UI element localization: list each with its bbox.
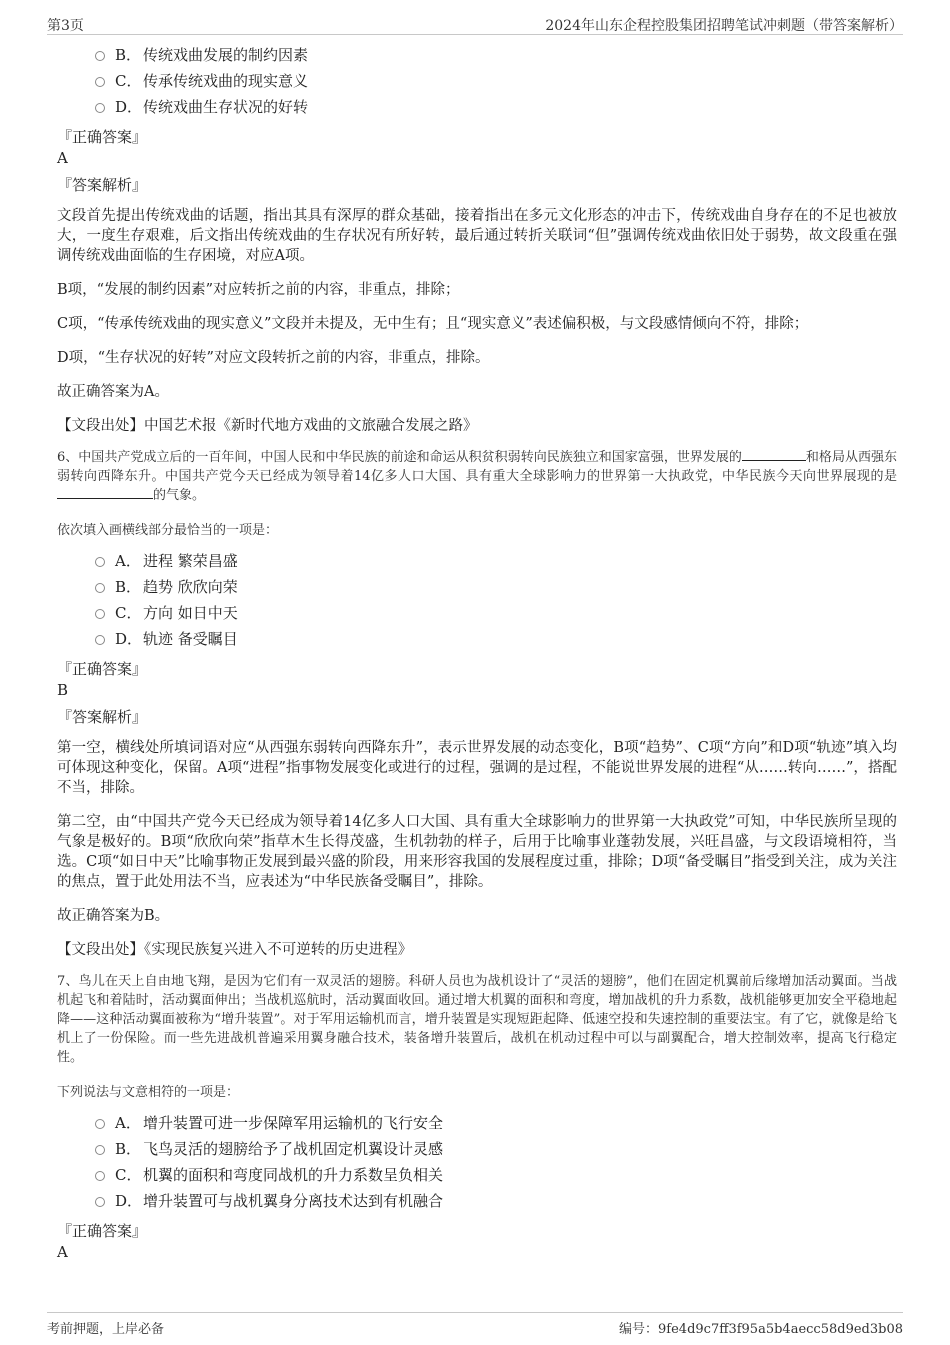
q6-analysis-paragraph: 第一空，横线处所填词语对应“从西强东弱转向西降东升”，表示世界发展的动态变化，B项“趋势”、C项“方向”和D项“轨迹”填入均可体现这种变化，保留。A项“进程”指事物发展变化或进行的过程，强调的是过程，不能说世界发展的进程“从……转向……”，搭配不当，排除。 (57, 740, 897, 796)
radio-icon[interactable] (95, 77, 105, 87)
q7-options (57, 1110, 897, 1214)
radio-icon[interactable] (95, 1119, 105, 1129)
q7-answer-label: 『正确答案』 (57, 1222, 148, 1240)
q5-analysis-paragraph: D项，“生存状况的好转”对应文段转折之前的内容，非重点，排除。 (57, 350, 490, 366)
q5-source: 【文段出处】中国艺术报《新时代地方戏曲的文旅融合发展之路》 (57, 418, 478, 434)
radio-icon[interactable] (95, 103, 105, 113)
q5-analysis-paragraph: 故正确答案为A。 (57, 384, 169, 400)
fill-blank (57, 486, 153, 499)
q5-analysis-paragraph: C项，“传承传统戏曲的现实意义”文段并未提及，无中生有；且“现实意义”表述偏积极，与文段感情倾向不符，排除； (57, 316, 809, 332)
page-number: 第3页 (47, 18, 84, 34)
q6-answer-label: 『正确答案』 (57, 660, 148, 678)
q6-analysis-label: 『答案解析』 (57, 708, 148, 726)
q5-option-b[interactable]: B． 传统戏曲发展的制约因素 (57, 42, 897, 68)
q7-prompt: 下列说法与文意相符的一项是： (57, 1085, 240, 1100)
footer-slogan: 考前押题，上岸必备 (47, 1322, 165, 1337)
q5-option-d[interactable]: D．传统戏曲生存状况的好转 (57, 94, 897, 120)
q6-option-a[interactable]: A． 进程 繁荣昌盛 (57, 548, 897, 574)
page-header (47, 10, 903, 35)
q5-options (57, 42, 897, 120)
page-footer (47, 1312, 903, 1339)
q6-analysis-paragraph: 第二空，由“中国共产党今天已经成为领导着14亿多人口大国、具有重大全球影响力的世界第一大执政党”可知，中华民族所呈现的气象是极好的。B项“欣欣向荣”指草木生长得茂盛，生机勃勃的样子，后用于比喻事业蓬勃发展，兴旺昌盛，与文段语境相符，当选。C项“如日中天”比喻事物正发展到最兴盛的阶段，用来形容我国的发展程度过重，排除；D项“备受瞩目”指受到关注，成为关注的焦点，置于此处用法不当，应表述为“中华民族备受瞩目”，排除。 (57, 814, 897, 890)
document-code: 编号：9fe4d9c7ff3f95a5b4aecc58d9ed3b08 (619, 1322, 903, 1337)
q6-option-c[interactable]: C． 方向 如日中天 (57, 600, 897, 626)
radio-icon[interactable] (95, 1171, 105, 1181)
q6-answer: B (57, 681, 69, 699)
q7-answer: A (57, 1243, 68, 1261)
radio-icon[interactable] (95, 51, 105, 61)
page-content (57, 42, 897, 1262)
fill-blank (742, 448, 806, 461)
q7-option-a[interactable]: A． 增升装置可进一步保障军用运输机的飞行安全 (57, 1110, 897, 1136)
q6-source: 【文段出处】《实现民族复兴进入不可逆转的历史进程》 (57, 942, 413, 958)
radio-icon[interactable] (95, 583, 105, 593)
q6-options (57, 548, 897, 652)
q5-answer-label: 『正确答案』 (57, 128, 148, 146)
radio-icon[interactable] (95, 1145, 105, 1155)
radio-icon[interactable] (95, 635, 105, 645)
radio-icon[interactable] (95, 557, 105, 567)
q7-option-d[interactable]: D．增升装置可与战机翼身分离技术达到有机融合 (57, 1188, 897, 1214)
radio-icon[interactable] (95, 609, 105, 619)
q6-prompt: 依次填入画横线部分最恰当的一项是： (57, 523, 279, 538)
q5-analysis-paragraph: 文段首先提出传统戏曲的话题，指出其具有深厚的群众基础，接着指出在多元文化形态的冲击下，传统戏曲自身存在的不足也被放大，一度生存艰难，后文指出传统戏曲的生存状况有所好转，最后通过转折关联词“但”强调传统戏曲依旧处于弱势，故文段重在强调传统戏曲面临的生存困境，对应A项。 (57, 208, 897, 264)
q5-option-c[interactable]: C． 传承传统戏曲的现实意义 (57, 68, 897, 94)
q6-stem: 6、中国共产党成立后的一百年间，中国人民和中华民族的前途和命运从积贫积弱转向民族独立和国家富强，世界发展的 和格局从西强东弱转向西降东升。中国共产党今天已经成为领导着14亿多人口大国、具有重大全球影响力的世界第一大执政党，中华民族今天向世界展现的是的气象。 (57, 450, 897, 503)
q5-analysis-paragraph: B项，“发展的制约因素”对应转折之前的内容，非重点，排除； (57, 282, 460, 298)
q7-option-b[interactable]: B． 飞鸟灵活的翅膀给予了战机固定机翼设计灵感 (57, 1136, 897, 1162)
q7-option-c[interactable]: C． 机翼的面积和弯度同战机的升力系数呈负相关 (57, 1162, 897, 1188)
q6-option-b[interactable]: B． 趋势 欣欣向荣 (57, 574, 897, 600)
q7-stem: 7、鸟儿在天上自由地飞翔，是因为它们有一双灵活的翅膀。科研人员也为战机设计了“灵活的翅膀”，他们在固定机翼前后缘增加活动翼面。当战机起飞和着陆时，活动翼面伸出；当战机巡航时，活动翼面收回。通过增大机翼的面积和弯度，增加战机的升力系数，战机能够更加安全平稳地起降——这种活动翼面被称为“增升装置”。对于军用运输机而言，增升装置是实现短距起降、低速空投和失速控制的重要法宝。有了它，就像是给飞机上了一份保险。而一些先进战机普遍采用翼身融合技术，装备增升装置后，战机在机动过程中可以与副翼配合，增大控制效率，提高飞行稳定性。 (57, 974, 897, 1065)
radio-icon[interactable] (95, 1197, 105, 1207)
document-title: 2024年山东企程控股集团招聘笔试冲刺题（带答案解析） (545, 18, 903, 34)
q6-analysis-paragraph: 故正确答案为B。 (57, 908, 170, 924)
q5-analysis-label: 『答案解析』 (57, 176, 148, 194)
q6-option-d[interactable]: D．轨迹 备受瞩目 (57, 626, 897, 652)
q5-answer: A (57, 149, 68, 167)
